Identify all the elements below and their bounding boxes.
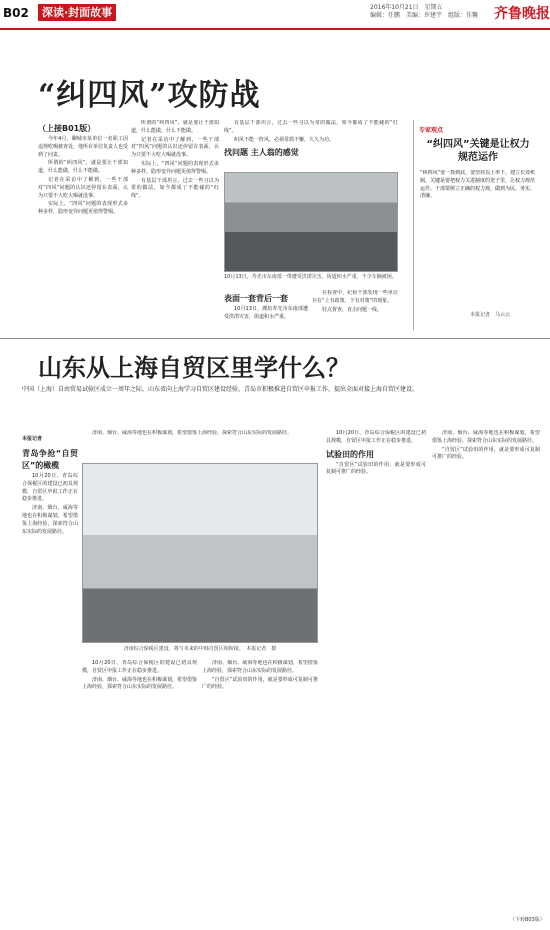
- page-header: [0, 0, 550, 30]
- paragraph: 10月13日，潍坊寿光市东南部遭受洪涝灾害，街道积水严重。: [224, 306, 308, 320]
- paragraph: 有基层干部坦言，过去一些习以为常的做法，如今都成了不能碰的“红线”。: [131, 177, 219, 200]
- story1-column-2: [131, 120, 219, 330]
- paragraph: 10月20日，青岛综合保税区的建设已初具规模，自贸区申报工作正在稳步推进。: [326, 430, 426, 444]
- paragraph: 10月20日，青岛综合保税区的建设已初具规模，自贸区申报工作正在稳步推进。: [82, 660, 197, 674]
- paragraph: 济南、烟台、威海等地也在积极谋划，希望借鉴上海经验，探索符合山东实际的发展路径。: [202, 660, 318, 674]
- paragraph: “自贸区”试验田的作用，就是要形成可复制可推广的经验。: [432, 446, 540, 461]
- sidebar-title: “纠四风”关键是让权力规范运作: [426, 139, 530, 163]
- subhead-qingdao: 青岛争抢“自贸区”的橄榄: [22, 449, 78, 470]
- paragraph: 纠风不能一阵风，必须常抓不懈，久久为功。: [234, 136, 335, 143]
- paragraph: 驻点督查，直击问题一线。: [322, 306, 383, 313]
- paragraph: 所谓的“纠四风”，就是要让干部知道，什么能做，什么不能做。: [38, 160, 128, 175]
- paragraph: “自贸区”试验田的作用，就是要形成可复制可推广的经验。: [202, 676, 318, 691]
- paragraph: 在检查中，纪检干部发现一些单位存在“上有政策、下有对策”的现象。: [312, 290, 398, 304]
- story2-column-2: [82, 660, 197, 910]
- sidebar-body: “纠四风”要一抓到底，要坚持以上率下，建立长效机制。关键是要把权力关进制度的笼子里，让权力规范运作。干部要树立正确的权力观，做到为民、务实、清廉。: [420, 170, 536, 200]
- section-label: 深读·封面故事: [38, 4, 116, 21]
- free-trade-zone-photo-caption: 济南综合保税区建设，将与未来的中韩自贸区相衔接。 本报记者 摄: [123, 646, 277, 652]
- page-number: B02: [3, 6, 29, 20]
- paragraph: 有基层干部坦言，过去一些习以为常的做法，如今都成了不能碰的“红线”。: [224, 120, 398, 134]
- newspaper-logo: 齐鲁晚报: [494, 6, 550, 22]
- sidebar-tag: 专家观点: [419, 127, 444, 134]
- paragraph: 记者在采访中了解到，一些干部对“四风”问题的认识还停留在表面，认为只要不大吃大喝就没事。: [131, 136, 219, 159]
- header-meta: [370, 4, 490, 20]
- story2-lead: 中国（上海）自由贸易试验区成立一周年之际，山东省向上海学习自贸区建设经验。青岛市积极推进自贸区申报工作，提出全面对接上海自贸区建设。: [22, 386, 419, 393]
- story2-column-3: [202, 660, 318, 910]
- flood-photo-caption: 10月13日，寿光市东南部一带遭受洪涝灾害，街道积水严重，不少车辆被困。: [224, 274, 397, 280]
- sidebar-author: 本报记者 马云云: [470, 312, 511, 318]
- meta-staff: 编辑：任鹏 美编：许建宇 组版：佳馨: [370, 12, 479, 19]
- paragraph: 实际上，“四风”问题的表现形式多种多样，隐形变异问题更值得警惕。: [131, 160, 219, 175]
- story1-column-5: [312, 290, 398, 330]
- story1-column-1: [38, 120, 128, 330]
- subhead-surface: 表面一套背后一套: [224, 294, 288, 303]
- story2-column-1: [22, 430, 78, 910]
- story2-column-top: [82, 430, 318, 460]
- story1-column-4: [224, 290, 308, 330]
- paragraph: “自贸区”试验田的作用，就是要形成可复制可推广的经验。: [326, 461, 426, 476]
- meta-date: 2016年10月21日 星期五: [370, 4, 443, 11]
- story2-byline: 本报记者: [22, 436, 43, 442]
- flood-photo: [224, 172, 398, 272]
- story1-column-3: [224, 120, 398, 170]
- free-trade-zone-photo: [82, 463, 318, 643]
- subhead-pilot: 试验田的作用: [326, 449, 374, 459]
- paragraph: 济南、烟台、威海等地也在积极谋划，希望借鉴上海经验，探索符合山东实际的发展路径。: [82, 676, 197, 691]
- story1-byline: （上接B01版）: [38, 124, 96, 133]
- paragraph: 济南、烟台、威海等地也在积极谋划，希望借鉴上海经验，探索符合山东实际的发展路径。: [432, 430, 540, 444]
- paragraph: 10月20日，青岛综合保税区的建设已初具规模，自贸区申报工作正在稳步推进。: [22, 473, 78, 503]
- story2-column-5: [432, 430, 540, 910]
- paragraph: 所谓的“纠四风”，就是要让干部知道，什么能做，什么不能做。: [131, 120, 219, 134]
- paragraph: 济南、烟台、威海等地也在积极谋划，希望借鉴上海经验，探索符合山东实际的发展路径。: [22, 505, 78, 535]
- paragraph: 实际上，“四风”问题的表现形式多种多样，隐形变异问题更值得警惕。: [38, 201, 128, 216]
- subhead-find-problems: 找问题 主人翁的感觉: [224, 148, 299, 158]
- story2-column-4: [326, 430, 426, 910]
- paragraph: 济南、烟台、威海等地也在积极谋划，希望借鉴上海经验，探索符合山东实际的发展路径。: [92, 430, 293, 436]
- section-divider: [0, 338, 550, 339]
- story1-headline: “纠四风”攻防战: [38, 78, 261, 113]
- story2-headline: 山东从上海自贸区里学什么？: [38, 353, 350, 382]
- continued-note: （下转B03版）: [510, 917, 545, 923]
- paragraph: 今年4月，聊城市某单位一名职工因违规吃喝被查处，他所在单位负责人也受到了问责。: [38, 136, 128, 158]
- paragraph: 记者在采访中了解到，一些干部对“四风”问题的认识还停留在表面，认为只要不大吃大喝就没事。: [38, 176, 128, 199]
